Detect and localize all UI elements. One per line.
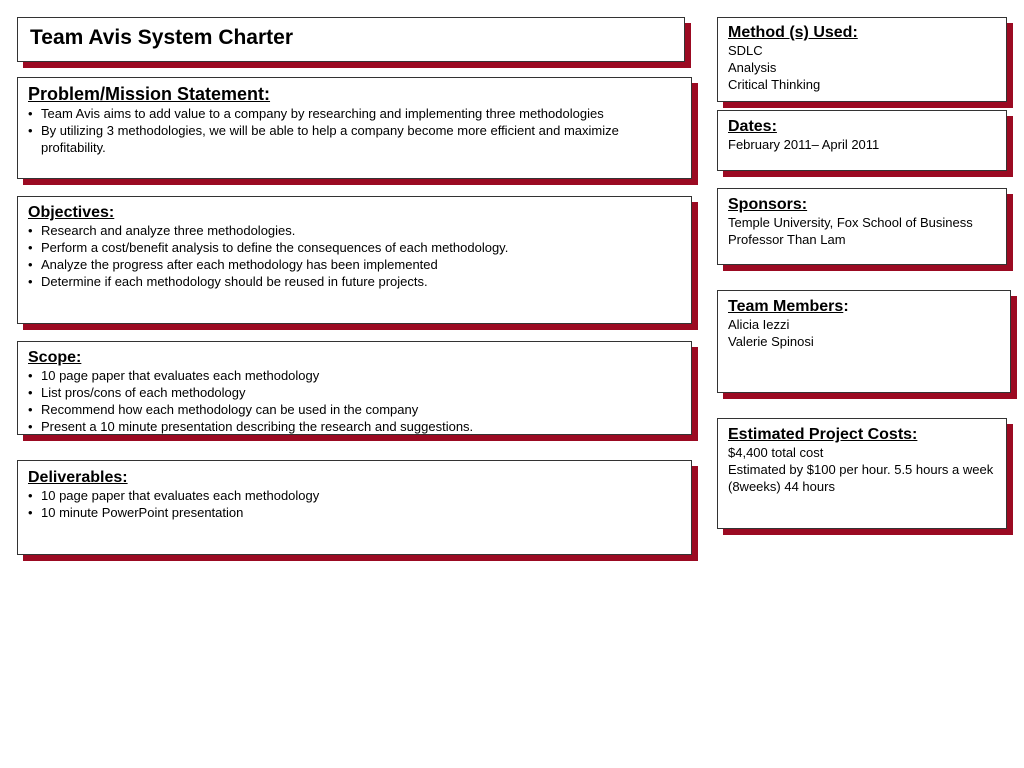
team-members-heading-text: Team Members xyxy=(728,298,844,315)
cost-estimate: Estimated by $100 per hour. 5.5 hours a week (8weeks) 44 hours xyxy=(728,462,994,494)
sponsors-heading: Sponsors: xyxy=(728,196,808,213)
problem-statement-box xyxy=(17,77,692,179)
deliverables-heading: Deliverables: xyxy=(28,469,128,486)
methods-box xyxy=(717,17,1007,102)
team-members-heading-colon: : xyxy=(843,298,849,315)
page-title: Team Avis System Charter xyxy=(30,26,294,49)
scope-heading: Scope: xyxy=(28,349,82,366)
list-item: • Team Avis aims to add value to a company by researching and implementing three methodologies xyxy=(28,105,681,122)
method-item: SDLC xyxy=(728,43,763,58)
list-item: • 10 page paper that evaluates each methodology xyxy=(28,487,681,504)
list-item: • Research and analyze three methodologies. xyxy=(28,222,681,239)
costs-heading: Estimated Project Costs: xyxy=(728,426,918,443)
list-item: • Analyze the progress after each methodology has been implemented xyxy=(28,256,681,273)
methods-heading: Method (s) Used: xyxy=(728,24,858,41)
list-item: • Perform a cost/benefit analysis to define the consequences of each methodology. xyxy=(28,239,681,256)
dates-range: February 2011– April 2011 xyxy=(728,137,880,152)
list-item: • Determine if each methodology should be reused in future projects. xyxy=(28,273,681,290)
scope-list xyxy=(28,367,681,435)
team-members-heading xyxy=(728,297,1000,316)
dates-box xyxy=(717,110,1007,171)
list-item: • Recommend how each methodology can be used in the company xyxy=(28,401,681,418)
method-item: Critical Thinking xyxy=(728,77,821,92)
objectives-box xyxy=(17,196,692,324)
list-item: • By utilizing 3 methodologies, we will be able to help a company become more efficient and maximize profitability. xyxy=(28,122,681,156)
team-member: Alicia Iezzi xyxy=(728,317,790,332)
estimated-costs-box xyxy=(717,418,1007,529)
deliverables-box xyxy=(17,460,692,555)
sponsor-item: Temple University, Fox School of Business xyxy=(728,215,973,230)
team-member: Valerie Spinosi xyxy=(728,334,814,349)
method-item: Analysis xyxy=(728,60,777,75)
list-item: • List pros/cons of each methodology xyxy=(28,384,681,401)
team-members-box xyxy=(717,290,1011,393)
title-box xyxy=(17,17,685,62)
sponsors-box xyxy=(717,188,1007,265)
deliverables-list xyxy=(28,487,681,521)
list-item: • 10 minute PowerPoint presentation xyxy=(28,504,681,521)
objectives-heading: Objectives: xyxy=(28,204,115,221)
cost-total: $4,400 total cost xyxy=(728,445,824,460)
list-item: • 10 page paper that evaluates each methodology xyxy=(28,367,681,384)
list-item: • Present a 10 minute presentation describing the research and suggestions. xyxy=(28,418,681,435)
sponsor-item: Professor Than Lam xyxy=(728,232,846,247)
objectives-list xyxy=(28,222,681,290)
problem-heading: Problem/Mission Statement: xyxy=(28,84,271,104)
problem-list xyxy=(28,105,681,156)
scope-box xyxy=(17,341,692,435)
dates-heading: Dates: xyxy=(728,118,777,135)
